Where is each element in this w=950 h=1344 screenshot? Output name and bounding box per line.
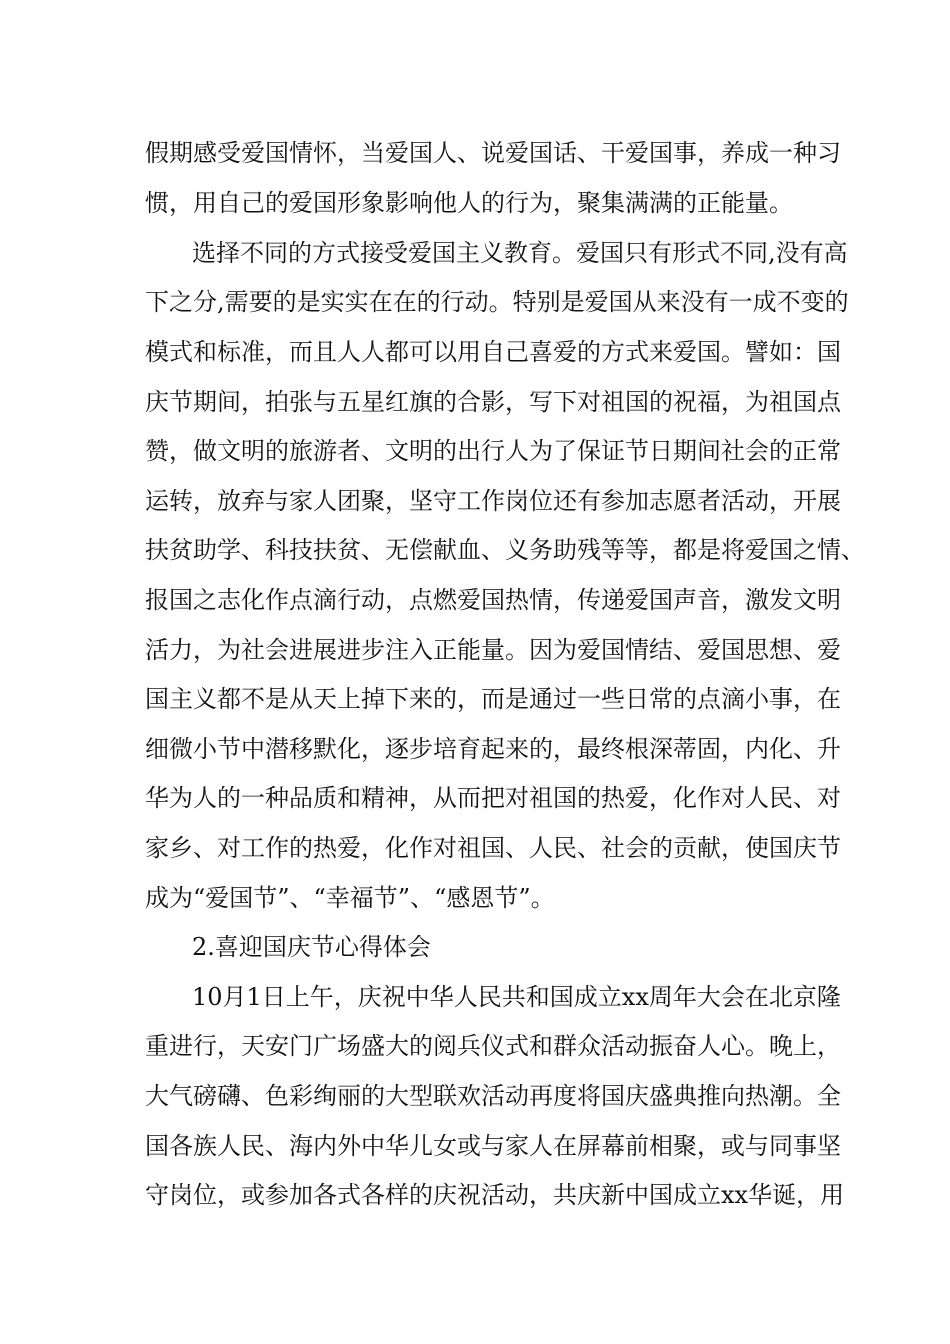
section-heading: 2.喜迎国庆节心得体会 [192,933,431,961]
paragraph-line: 假期感受爱国情怀，当爱国人、说爱国话、干爱国事，养成一种习 [145,139,841,167]
paragraph-line: 活力，为社会进展进步注入正能量。因为爱国情结、爱国思想、爱 [145,636,841,664]
paragraph-line: 大气磅礴、色彩绚丽的大型联欢活动再度将国庆盛典推向热潮。全 [145,1082,841,1110]
paragraph-line: 赞，做文明的旅游者、文明的出行人为了保证节日期间社会的正常 [145,437,841,465]
paragraph-line: 细微小节中潜移默化，逐步培育起来的，最终根深蒂固，内化、升 [145,735,841,763]
paragraph-line: 扶贫助学、科技扶贫、无偿献血、义务助残等等，都是将爱国之情、 [145,536,865,564]
paragraph-line: 国各族人民、海内外中华儿女或与家人在屏幕前相聚，或与同事坚 [145,1132,841,1160]
paragraph-line: 运转，放弃与家人团聚，坚守工作岗位还有参加志愿者活动，开展 [145,487,841,515]
paragraph-line: 成为“爱国节”、“幸福节”、“感恩节”。 [145,884,555,912]
paragraph-line: 华为人的一种品质和精神，从而把对祖国的热爱，化作对人民、对 [145,784,841,812]
paragraph-line: 下之分,需要的是实实在在的行动。特别是爱国从来没有一成不变的 [145,288,849,316]
paragraph-line: 庆节期间，拍张与五星红旗的合影，写下对祖国的祝福，为祖国点 [145,388,841,416]
paragraph-line: 模式和标准，而且人人都可以用自己喜爱的方式来爱国。譬如：国 [145,338,841,366]
paragraph-line: 重进行，天安门广场盛大的阅兵仪式和群众活动振奋人心。晚上， [145,1032,841,1060]
paragraph-line: 10月1日上午，庆祝中华人民共和国成立xx周年大会在北京隆 [192,983,841,1011]
paragraph-line: 惯，用自己的爱国形象影响他人的行为，聚集满满的正能量。 [145,189,793,217]
paragraph-line: 国主义都不是从天上掉下来的，而是通过一些日常的点滴小事，在 [145,685,841,713]
paragraph-line: 守岗位，或参加各式各样的庆祝活动，共庆新中国成立xx华诞，用 [145,1181,845,1209]
paragraph-line: 家乡、对工作的热爱，化作对祖国、人民、社会的贡献，使国庆节 [145,834,841,862]
paragraph-line: 选择不同的方式接受爱国主义教育。爱国只有形式不同,没有高 [192,239,848,267]
paragraph-line: 报国之志化作点滴行动，点燃爱国热情，传递爱国声音，激发文明 [145,586,841,614]
